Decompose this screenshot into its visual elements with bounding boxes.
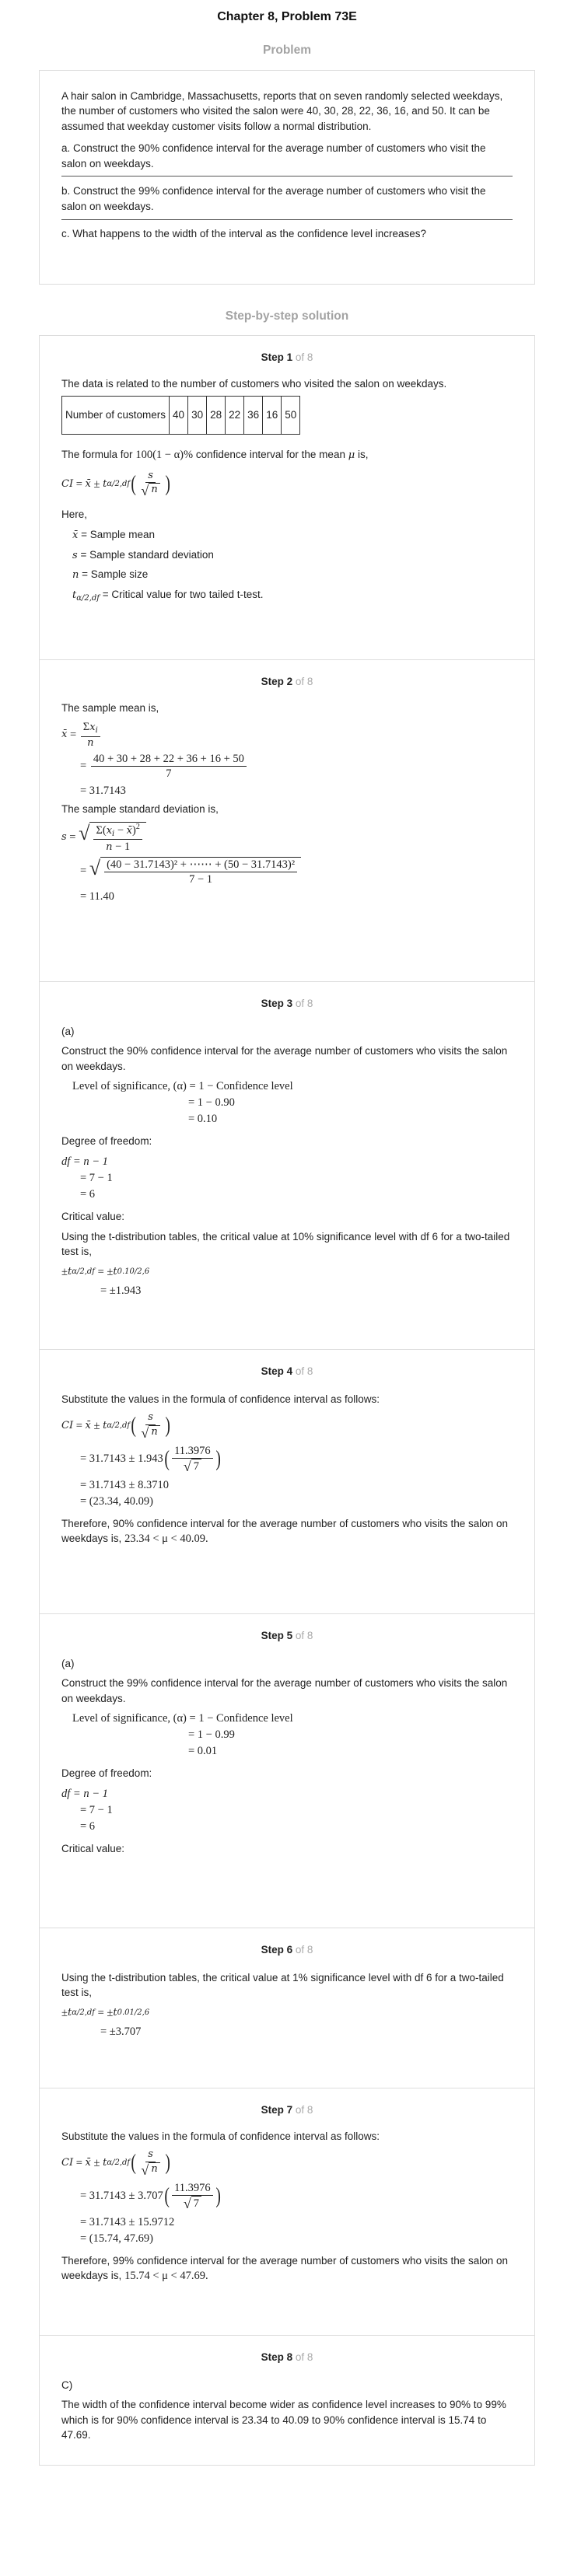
solution-container <box>39 335 535 2466</box>
df-line-3: = 6 <box>80 1188 96 1201</box>
significance-line-3: = 0.01 <box>188 1745 218 1758</box>
step-number: 6 <box>286 1944 293 1956</box>
step-3 <box>40 982 534 1350</box>
step-of-label: of 8 <box>295 998 313 1010</box>
step-number: 8 <box>286 2351 293 2364</box>
definition-xbar: x̄ = Sample mean <box>72 528 156 541</box>
mean-result: = 31.7143 <box>80 785 126 798</box>
step-label: Step <box>261 1630 284 1642</box>
significance-line-1: Level of significance, (α) = 1 − Confidence level <box>72 1080 293 1093</box>
ci-formula: CI = x̄ ± t α/2,df ( s √ n ) <box>61 2148 170 2178</box>
df-line-1: df = n − 1 <box>61 1787 108 1800</box>
mean-substitution: = $\frac{40 + 30 + 28 + 22 + 36 + 16 + 50}{7}$ <box>61 752 513 781</box>
step-text: Using the t-distribution tables, the critical value at 1% significance level with df 6 for a two-tailed test is, <box>61 1971 504 1999</box>
step-text: The data is related to the number of customers who visited the salon on weekdays. <box>61 377 447 390</box>
formula-text-mu: μ <box>348 449 355 461</box>
critical-value-result: = ±1.943 <box>100 1284 142 1297</box>
formula-text-after: confidence interval for the mean <box>195 448 345 460</box>
step-of-label: of 8 <box>295 1944 313 1956</box>
step-text <box>61 447 513 463</box>
step-of-label: of 8 <box>295 1630 313 1642</box>
definitions-list <box>61 527 513 605</box>
step-number: 7 <box>286 2104 293 2116</box>
definition-t: $t_{\alpha/2,df}$ = Critical value for two tailed t-test. <box>72 589 264 603</box>
data-table <box>61 396 300 435</box>
step-of-label: of 8 <box>295 351 313 364</box>
step-heading <box>61 2102 513 2118</box>
step-of-label: of 8 <box>295 1365 313 1378</box>
step-5 <box>40 1614 534 1928</box>
step-text: The width of the confidence interval become wider as confidence level increases to 90% to 99% which is for 90% confidence interval is 23.34 to 40.09 to 90% confidence interval is 15.74 to 47.69. <box>61 2399 506 2441</box>
table-cell: 16 <box>263 397 282 435</box>
step-heading <box>61 674 513 690</box>
conclusion-text: Therefore, 90% confidence interval for the average number of customers who visits the salon on weekdays is, <box>61 1517 509 1545</box>
step-7 <box>40 2088 534 2336</box>
problem-statement: A hair salon in Cambridge, Massachusetts, reports that on seven randomly selected weekdays, the number of customers who visited the salon were 40, 30, 28, 22, 36, 16, and 50. It can be assumed that weekday customer visits follow a normal distribution. <box>61 89 503 132</box>
step-of-label: of 8 <box>295 2351 313 2364</box>
ci-formula: CI = x̄ ± t α/2,df ( s √ n ) <box>61 1411 170 1441</box>
part-label: (a) <box>61 1025 75 1037</box>
step-of-label: of 8 <box>295 2104 313 2116</box>
step-2 <box>40 660 534 982</box>
critical-value-result: = ±3.707 <box>100 2025 142 2038</box>
page-title: Chapter 8, Problem 73E <box>217 10 357 23</box>
critical-value-formula: ± t α/2,df = ± t 0.01/2,6 <box>61 2006 150 2019</box>
step-text: Critical value: <box>61 1843 125 1855</box>
step-text: Degree of freedom: <box>61 1767 152 1780</box>
problem-part-c: c. What happens to the width of the interval as the confidence level increases? <box>61 227 427 239</box>
part-label: C) <box>61 2379 73 2391</box>
mean-formula: x̄ = $\frac{\Sigma x_i}{n}$ <box>61 720 513 750</box>
step-heading <box>61 1364 513 1379</box>
sd-formula: s = √ $\frac{\Sigma(x_i - x̄)^2}{n - 1}$ <box>61 822 513 855</box>
step-heading <box>61 350 513 365</box>
step-text: The sample standard deviation is, <box>61 803 219 816</box>
step-label: Step <box>261 2104 284 2116</box>
step-text: Construct the 99% confidence interval for the average number of customers who visits the salon on weekdays. <box>61 1677 508 1704</box>
step-heading <box>61 996 513 1012</box>
step-label: Step <box>261 351 284 364</box>
table-cell: 36 <box>244 397 263 435</box>
ci-substitution: = 31.7143 ± 3.707 ( 11.3976 √ 7 ) <box>80 2181 221 2211</box>
step-number: 2 <box>286 676 293 688</box>
definition-s: s = Sample standard deviation <box>72 548 214 561</box>
part-label: (a) <box>61 1657 75 1669</box>
step-text: The sample mean is, <box>61 701 159 714</box>
step-heading <box>61 1942 513 1958</box>
ci-step-4: = (15.74, 47.69) <box>80 2232 153 2245</box>
ci-step-3: = 31.7143 ± 15.9712 <box>80 2215 175 2228</box>
table-cell: 30 <box>188 397 207 435</box>
problem-part-b: b. Construct the 99% confidence interval for the average number of customers who visit the salon on weekdays. <box>61 184 513 219</box>
problem-part-a: a. Construct the 90% confidence interval for the average number of customers who visit the salon on weekdays. <box>61 141 513 177</box>
step-4 <box>40 1350 534 1614</box>
step-number: 4 <box>286 1365 293 1378</box>
solution-heading: Step-by-step solution <box>225 309 349 323</box>
table-cell: 28 <box>207 397 226 435</box>
ci-step-3: = 31.7143 ± 8.3710 <box>80 1478 170 1491</box>
table-cell: 50 <box>282 397 300 435</box>
step-label: Step <box>261 2351 284 2364</box>
formula-text-end: is, <box>357 448 369 460</box>
ci-formula: CI = x̄ ± t α/2,df ( s √ n ) <box>61 469 170 499</box>
table-cell: 22 <box>226 397 244 435</box>
definition-n: n = Sample size <box>72 568 149 582</box>
step-label: Step <box>261 676 284 688</box>
step-8 <box>40 2336 534 2466</box>
ci-substitution: = 31.7143 ± 1.943 ( 11.3976 √ 7 ) <box>80 1444 221 1474</box>
step-6 <box>40 1928 534 2088</box>
problem-heading: Problem <box>262 44 311 58</box>
ci-step-4: = (23.34, 40.09) <box>80 1494 153 1508</box>
interval-result: 23.34 < μ < 40.09. <box>124 1533 208 1546</box>
step-text: Using the t-distribution tables, the critical value at 10% significance level with df 6 for a two-tailed test is, <box>61 1230 510 1258</box>
step-1 <box>40 336 534 660</box>
step-text: Here, <box>61 509 88 521</box>
step-number: 1 <box>286 351 293 364</box>
step-heading <box>61 1628 513 1644</box>
formula-text-expr: 100(1 − α)% <box>135 448 194 461</box>
step-of-label: of 8 <box>295 676 313 688</box>
step-text: Critical value: <box>61 1211 125 1223</box>
step-heading <box>61 2350 513 2365</box>
step-label: Step <box>261 1365 284 1378</box>
significance-line-3: = 0.10 <box>188 1113 218 1126</box>
df-line-3: = 6 <box>80 1820 96 1833</box>
step-text: Substitute the values in the formula of confidence interval as follows: <box>61 1393 380 1405</box>
table-cell: 40 <box>170 397 188 435</box>
critical-value-formula: ± t α/2,df = ± t 0.10/2,6 <box>61 1265 150 1278</box>
table-header-cell: Number of customers <box>62 397 170 435</box>
formula-text-before: The formula for <box>61 448 133 460</box>
step-number: 3 <box>286 998 293 1010</box>
interval-result: 15.74 < μ < 47.69. <box>124 2270 208 2283</box>
step-text: Construct the 90% confidence interval for the average number of customers who visits the salon on weekdays. <box>61 1045 508 1072</box>
step-text <box>61 2253 513 2285</box>
problem-card <box>39 70 535 285</box>
conclusion-text: Therefore, 99% confidence interval for the average number of customers who visits the salon on weekdays is, <box>61 2254 509 2282</box>
df-line-1: df = n − 1 <box>61 1155 108 1168</box>
step-text <box>61 1516 513 1548</box>
step-text: Degree of freedom: <box>61 1135 152 1148</box>
sd-result: = 11.40 <box>80 890 114 903</box>
step-label: Step <box>261 998 284 1010</box>
step-label: Step <box>261 1944 284 1956</box>
sd-substitution: = √ $\frac{\text{(40 − 31.7143)² + ⋯⋯ + (50 − 31.7143)²}}{7 - 1}$ <box>61 857 513 886</box>
significance-line-2: = 1 − 0.99 <box>188 1728 235 1742</box>
significance-line-2: = 1 − 0.90 <box>188 1096 235 1110</box>
step-text: Substitute the values in the formula of confidence interval as follows: <box>61 2130 380 2142</box>
df-line-2: = 7 − 1 <box>80 1172 113 1184</box>
step-number: 5 <box>286 1630 293 1642</box>
df-line-2: = 7 − 1 <box>80 1804 113 1816</box>
significance-line-1: Level of significance, (α) = 1 − Confidence level <box>72 1712 293 1725</box>
